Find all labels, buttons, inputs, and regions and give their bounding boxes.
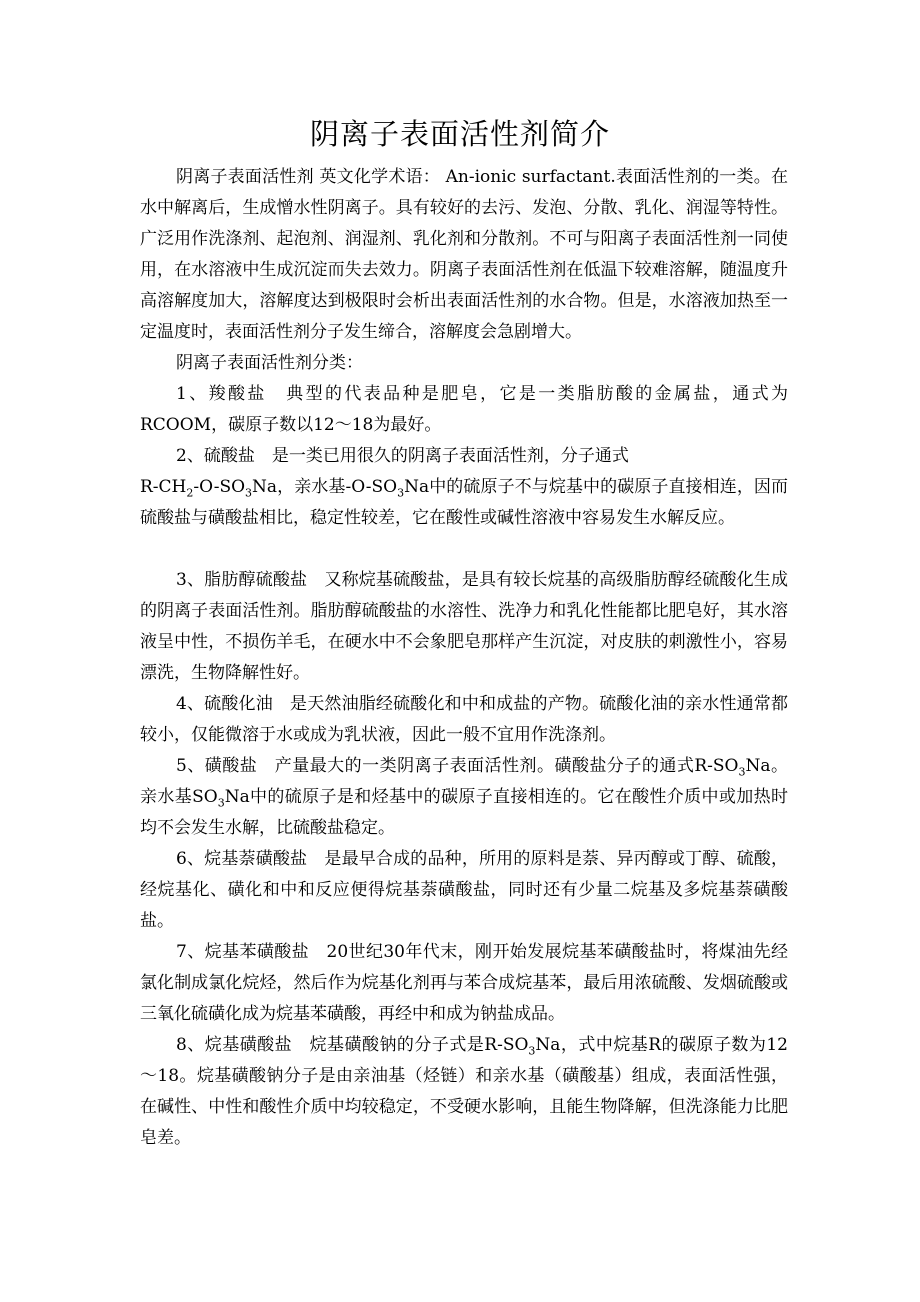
formula-part: R-CH — [140, 477, 187, 497]
item-alkyl-benzene-sulfonate: 7、烷基苯磺酸盐 20世纪30年代末，刚开始发展烷基苯磺酸盐时，将煤油先经氯化制成氯化烷烃，然后作为烷基化剂再与苯合成烷基苯，最后用浓硫酸、发烟硫酸或三氧化硫磺化成为烷基苯磺酸，再经中和成为钠盐成品。 — [140, 942, 788, 1024]
item-sulfonate-text: Na。亲水基SO — [140, 756, 788, 807]
item-sulfate — [140, 441, 788, 534]
intro-paragraph: 阴离子表面活性剂 英文化学术语： An-ionic surfactant.表面活性剂的一类。在水中解离后，生成憎水性阴离子。具有较好的去污、发泡、分散、乳化、润湿等特性。广泛用作洗涤剂、起泡剂、润湿剂、乳化剂和分散剂。不可与阳离子表面活性剂一同使用，在水溶液中生成沉淀而失去效力。阴离子表面活性剂在低温下较难溶解，随温度升高溶解度加大，溶解度达到极限时会析出表面活性剂的水合物。但是，水溶液加热至一定温度时，表面活性剂分子发生缔合，溶解度会急剧增大。 — [140, 167, 788, 342]
document-body — [140, 162, 788, 1154]
item-sulfonate-text: 5、磺酸盐 产量最大的一类阴离子表面活性剂。磺酸盐分子的通式R-SO — [176, 756, 739, 776]
item-alkyl-sulfonate-text: 8、烷基磺酸盐 烷基磺酸钠的分子式是R-SO — [176, 1035, 529, 1055]
item-sulfonate — [140, 751, 788, 844]
formula-subscript: 3 — [245, 486, 253, 500]
formula-subscript: 3 — [528, 1044, 536, 1058]
item-sulfate-lead: 2、硫酸盐 是一类已用很久的阴离子表面活性剂，分子通式 — [176, 446, 629, 466]
document-title: 阴离子表面活性剂简介 — [309, 117, 610, 151]
item-alkyl-sulfonate-text: Na，式中烷基R的碳原子数为12～18。烷基磺酸钠分子是由亲油基（烃链）和亲水基（磺酸基）组成，表面活性强，在碱性、中性和酸性介质中均较稳定，不受硬水影响，且能生物降解，但洗涤能力比肥皂差。 — [140, 1035, 788, 1148]
item-alkyl-sulfonate — [140, 1030, 788, 1154]
formula-part: Na，亲水基-O-SO — [252, 477, 398, 497]
formula-subscript: 3 — [397, 486, 405, 500]
item-sulfonate-text: Na中的硫原子是和烃基中的碳原子直接相连的。它在酸性介质中或加热时均不会发生水解，比硫酸盐稳定。 — [140, 787, 788, 838]
formula-subscript: 2 — [186, 486, 194, 500]
item-fatty-alcohol-sulfate: 3、脂肪醇硫酸盐 又称烷基硫酸盐，是具有较长烷基的高级脂肪醇经硫酸化生成的阴离子表面活性剂。脂肪醇硫酸盐的水溶性、洗净力和乳化性能都比肥皂好，其水溶液呈中性，不损伤羊毛，在硬水中不会象肥皂那样产生沉淀，对皮肤的刺激性小，容易漂洗，生物降解性好。 — [140, 570, 788, 683]
formula-subscript: 3 — [217, 796, 225, 810]
formula-part: -O-SO — [193, 477, 246, 497]
item-carboxylate: 1、羧酸盐 典型的代表品种是肥皂，它是一类脂肪酸的金属盐，通式为RCOOM，碳原子数以12～18为最好。 — [140, 384, 788, 435]
item-alkyl-naphthalene-sulfonate: 6、烷基萘磺酸盐 是最早合成的品种，所用的原料是萘、异丙醇或丁醇、硫酸，经烷基化、磺化和中和反应便得烷基萘磺酸盐，同时还有少量二烷基及多烷基萘磺酸盐。 — [140, 849, 788, 931]
classification-heading: 阴离子表面活性剂分类： — [176, 353, 363, 373]
formula-subscript: 3 — [738, 765, 746, 779]
item-sulfate-tail: Na中的硫原子不与烷基中的碳原子直接相连，因而硫酸盐与磺酸盐相比，稳定性较差，它在酸性或碱性溶液中容易发生水解反应。 — [140, 477, 788, 528]
item-sulfated-oil: 4、硫酸化油 是天然油脂经硫酸化和中和成盐的产物。硫酸化油的亲水性通常都较小，仅能微溶于水或成为乳状液，因此一般不宜用作洗涤剂。 — [140, 694, 788, 745]
